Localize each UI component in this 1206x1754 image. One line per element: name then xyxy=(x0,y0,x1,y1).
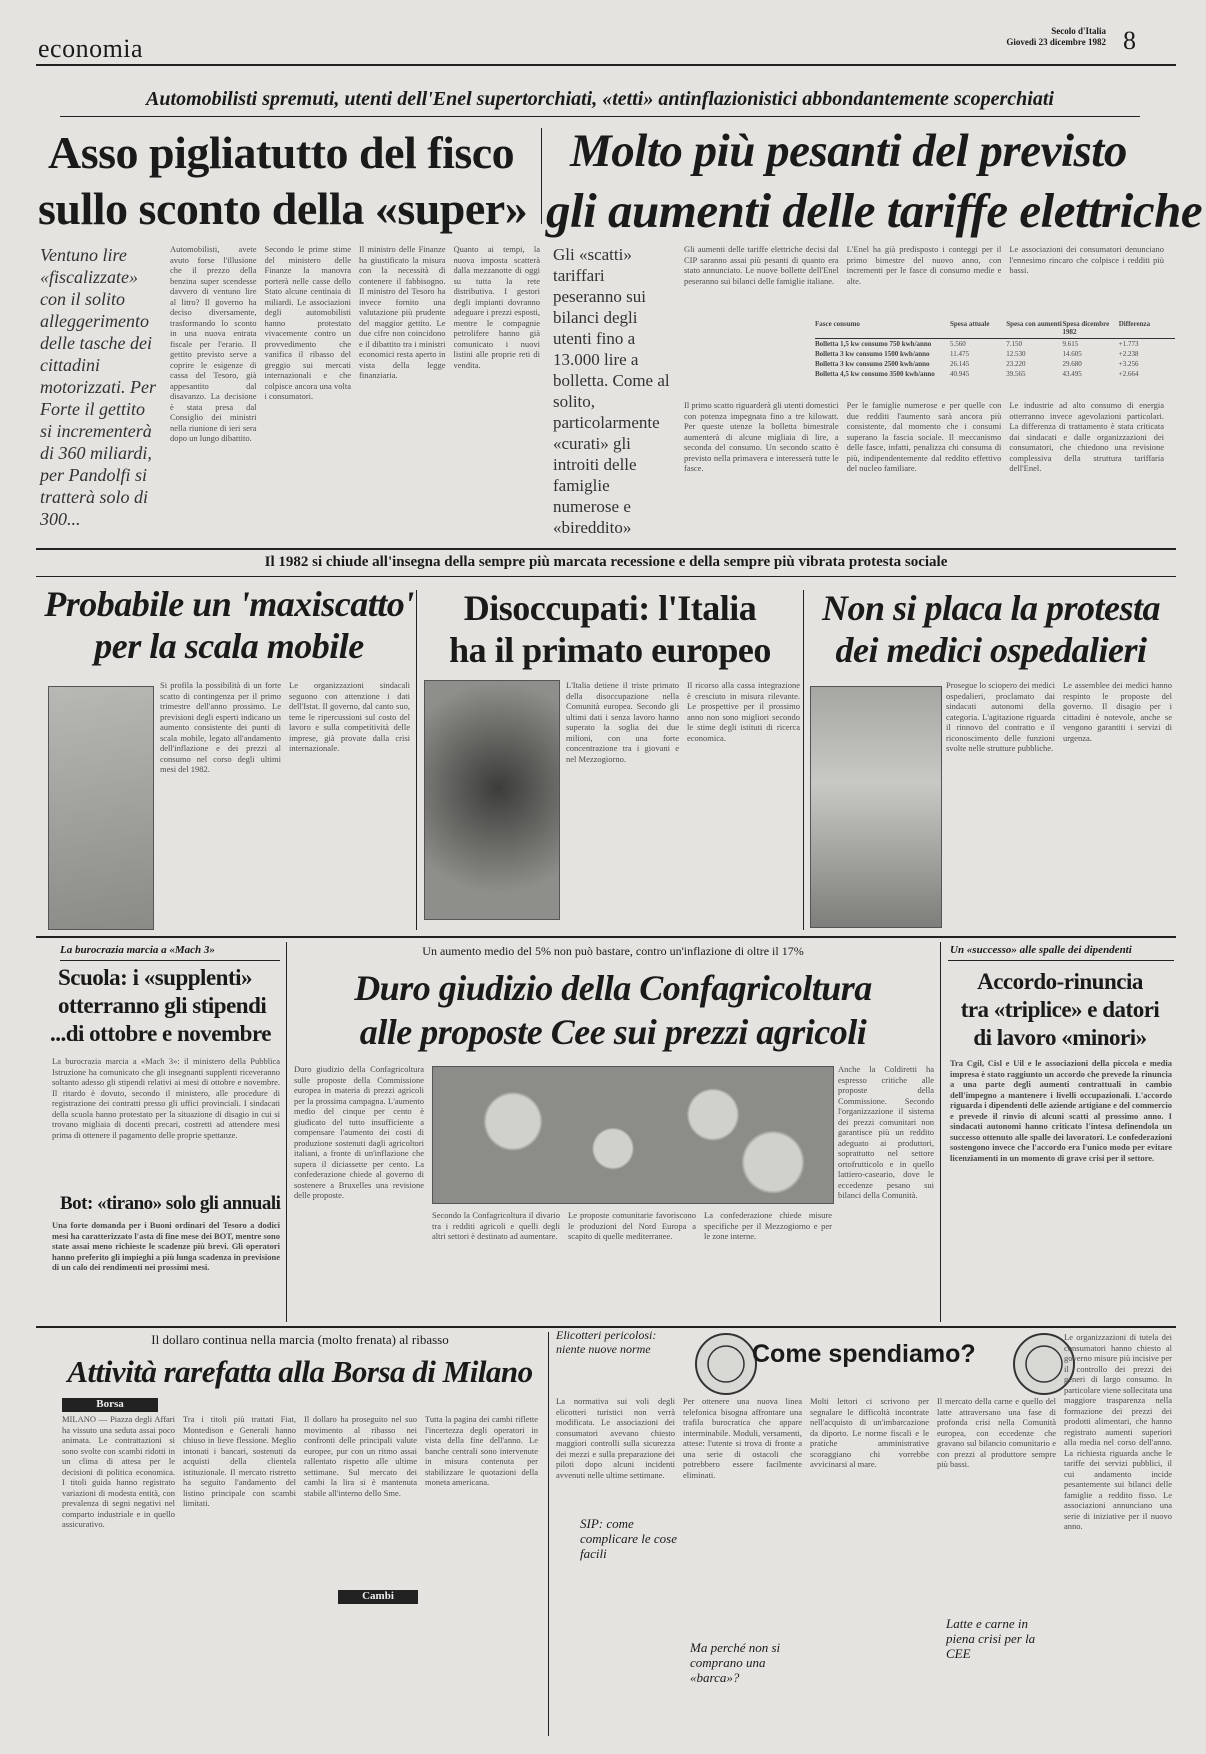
agri-kicker: Un aumento medio del 5% non può bastare, contro un'inflazione di oltre il 17% xyxy=(422,944,804,958)
table-row xyxy=(815,339,1175,349)
table-row xyxy=(815,359,1175,369)
table-cell: Bolletta 1,5 kw consumo 750 kwh/anno xyxy=(815,340,932,348)
kicker-rule xyxy=(60,116,1140,117)
table-cell: 23.220 xyxy=(1006,360,1026,368)
table-header: Spesa con aumenti xyxy=(1006,320,1062,328)
agri-headline-1: Duro giudizio della Confagricoltura xyxy=(354,968,872,1008)
band-rule-bottom xyxy=(36,576,1176,577)
mid-a-headline-2: per la scala mobile xyxy=(94,626,364,666)
table-cell: 39.565 xyxy=(1006,370,1026,378)
consumer-seal-icon xyxy=(694,1332,758,1396)
borsa-label: Borsa xyxy=(62,1398,158,1412)
table-cell: 5.560 xyxy=(950,340,966,348)
school-kicker: La burocrazia marcia a «Mach 3» xyxy=(60,944,215,956)
doctor-photo xyxy=(810,686,942,928)
table-cell: Bolletta 3 kw consumo 2500 kwh/anno xyxy=(815,360,930,368)
bottom-divider xyxy=(548,1332,549,1736)
unemployed-photo xyxy=(424,680,560,920)
accord-kicker-rule xyxy=(948,960,1174,961)
mid-divider-1 xyxy=(416,590,417,930)
table-header: Fasce consumo xyxy=(815,320,860,328)
right-headline-2: gli aumenti delle tariffe elettriche xyxy=(546,183,1203,238)
fruit-photo xyxy=(432,1066,834,1204)
table-cell: +3.256 xyxy=(1118,360,1139,368)
bot-headline: Bot: «tirano» solo gli annuali xyxy=(60,1193,281,1214)
table-cell: 26.145 xyxy=(950,360,970,368)
band-rule-top xyxy=(36,548,1176,550)
left-article: Automobilisti, avete avuto forse l'illusione che il prezzo della benzina super scendesse davvero di ventuno lire al litro? Il governo ha deciso diversamente, trasformando lo sconto in una nuova entrata fiscale per l'erario. Il gettito previsto serve a coprire le esigenze di cassa del Tesoro, già appesantito dal disavanzo. La decisione è stata presa dal Consiglio dei ministri nella riunione di ieri sera dopo un lungo dibattito. Secondo le prime stime del ministero delle Finanze la manovra porterà nelle casse dello Stato alcune centinaia di miliardi. Le associazioni degli automobilisti hanno protestato vivacemente contro un provvedimento che vanifica il ribasso del greggio sui mercati internazionali e che colpisce ancora una volta i consumatori. Il ministro delle Finanze ha giustificato la misura con la necessità di contenere il fabbisogno. Il ministro del Tesoro ha invece fornito una valutazione più prudente del maggior gettito. Le due cifre non coincidono e il dibattito tra i ministri economici resta aperto in vista della legge finanziaria. Quanto ai tempi, la nuova imposta scatterà dalla mezzanotte di oggi su tutta la rete distributiva. I gestori degli impianti dovranno adeguare i prezzi esposti, mentre le compagnie petrolifere hanno già comunicato i nuovi listini alle proprie reti di vendita. xyxy=(170,244,540,443)
page-number: 8 xyxy=(1123,26,1136,55)
school-headline-2: otterranno gli stipendi xyxy=(58,993,267,1018)
borsa-headline: Attività rarefatta alla Borsa di Milano xyxy=(67,1354,533,1389)
mid-b-article: L'Italia detiene il triste primato della disoccupazione nella Comunità europea. Secondo gli ultimi dati i senza lavoro hanno superato la soglia dei due milioni, con una forte concentrazione tra i giovani e nel Mezzogiorno. Il ricorso alla cassa integrazione è cresciuto in misura rilevante. Le prospettive per il prossimo anno non sono migliori secondo le stime degli istituti di ricerca economica. xyxy=(566,680,800,764)
school-article: La burocrazia marcia a «Mach 3»: il ministero della Pubblica Istruzione ha comunicato che gli insegnanti supplenti riceveranno soltanto adesso gli stipendi relativi ai mesi di ottobre e novembre. Il ritardo è dovuto, secondo il ministero, alle procedure di registrazione dei contratti presso gli uffici provinciali. I sindacati della scuola hanno protestato per la situazione di disagio in cui si trovano migliaia di docenti precari, costretti ad attendere mesi prima di ottenere il pagamento delle proprie spettanze. xyxy=(52,1056,280,1140)
sip-headline: SIP: come complicare le cose facili xyxy=(580,1516,677,1561)
mid-c-headline-1: Non si placa la protesta xyxy=(821,588,1160,628)
accord-headline-3: di lavoro «minori» xyxy=(973,1025,1147,1050)
mid-a-headline-1: Probabile un 'maxiscatto' xyxy=(44,584,414,624)
top-divider xyxy=(541,128,542,224)
table-cell: Bolletta 4,5 kw consumo 3500 kwh/anno xyxy=(815,370,935,378)
table-cell: +2.664 xyxy=(1118,370,1139,378)
table-row xyxy=(815,349,1175,359)
band-headline: Il 1982 si chiude all'insegna della sempre più marcata recessione e della sempre più vibrata protesta sociale xyxy=(264,554,948,570)
borsa-kicker: Il dollaro continua nella marcia (molto frenata) al ribasso xyxy=(151,1332,449,1347)
accord-headline-2: tra «triplice» e datori xyxy=(960,997,1160,1022)
table-cell: 11.475 xyxy=(950,350,969,358)
right-article-top: Gli aumenti delle tariffe elettriche decisi dal CIP saranno assai più pesanti di quanto era stato annunciato. Le nuove bollette dell'Enel peseranno sui bilanci delle famiglie italiane. L'Enel ha già predisposto i conteggi per il primo bimestre del nuovo anno, con incrementi per le fasce di consumo medie e alte. Le associazioni dei consumatori denunciano l'ennesimo rincaro che colpisce i redditi più bassi. xyxy=(684,244,1165,286)
table-cell: +2.238 xyxy=(1118,350,1139,358)
lower-divider-2 xyxy=(940,942,941,1322)
right-column-article: Le organizzazioni di tutela dei consumatori hanno chiesto al governo misure più incisive per il controllo dei prezzi dei generi di largo consumo. In particolare viene sollecitata una maggiore trasparenza nella formazione dei prezzi dei prodotti alimentari, che hanno registrato aumenti superiori alla media nel corso dell'anno. La richiesta riguarda anche le tariffe dei servizi pubblici, il cui andamento incide pesantemente sui bilanci delle famiglie a reddito fisso. Le associazioni annunciano una serie di iniziative per il nuovo anno. xyxy=(1064,1332,1172,1531)
consumer-article: La normativa sui voli degli elicotteri turistici non verrà modificata. Le associazioni dei consumatori avevano chiesto maggiori controlli sulla sicurezza dei mezzi e sulla preparazione dei piloti dopo alcuni incidenti avvenuti nelle ultime settimane. Per ottenere una nuova linea telefonica bisogna affrontare una trafila burocratica che appare interminabile. Moduli, versamenti, attese: l'utente si trova di fronte a una serie di ostacoli che potrebbero essere facilmente eliminati. Molti lettori ci scrivono per segnalare le difficoltà incontrate nell'acquisto di un'imbarcazione da diporto. Le norme fiscali e le pratiche amministrative scoraggiano chi vorrebbe avvicinarsi al mare. Il mercato della carne e quello del latte attraversano una fase di profonda crisi nella Comunità europea, con eccedenze che gravano sul bilancio comunitario e con prezzi al produttore sempre più bassi. xyxy=(556,1396,1056,1480)
mid-a-article: Si profila la possibilità di un forte scatto di contingenza per il primo trimestre dell'anno prossimo. Le previsioni degli esperti indicano un aumento consistente dei punti di scala mobile, legato all'andamento dell'inflazione e dei prezzi al consumo nel corso degli ultimi mesi del 1982. Le organizzazioni sindacali seguono con attenzione i dati dell'Istat. Il governo, dal canto suo, teme le ripercussioni sul costo del lavoro e sulla competitività delle imprese, già provate dalla crisi internazionale. xyxy=(160,680,410,774)
lower-divider-1 xyxy=(286,942,287,1322)
right-headline-1: Molto più pesanti del previsto xyxy=(570,125,1127,177)
accord-article: Tra Cgil, Cisl e Uil e le associazioni della piccola e media impresa è stato raggiunto un accordo che prevede la rinuncia a una parte degli aumenti contrattuali in cambio dell'impegno a mantenere i livelli occupazionali. L'accordo riguarda i dipendenti delle aziende artigiane e del commercio e prevede il rinvio di alcuni scatti al prossimo anno. I sindacati autonomi hanno criticato l'intesa definendola un successo ottenuto alle spalle dei lavoratori. Le confederazioni sostengono invece che l'accordo era l'unico modo per evitare licenziamenti in un momento di grave crisi per il settore. xyxy=(950,1058,1172,1163)
agri-article-bottom: Secondo la Confagricoltura il divario tra i redditi agricoli e quelli degli altri settori è destinato ad aumentare. Le proposte comunitarie favoriscono le produzioni del Nord Europa a scapito di quelle mediterranee. La confederazione chiede misure specifiche per il Mezzogiorno e per le zone interne. xyxy=(432,1210,832,1241)
table-cell: 9.615 xyxy=(1062,340,1079,348)
left-summary: Ventuno lire «fiscalizzate» con il solito alleggerimento delle tasche dei cittadini motorizzati. Per Forte il gettito si incrementerà di 360 miliardi, per Pandolfi si tratterà solo di 300... xyxy=(40,245,157,529)
right-article-bottom: Il primo scatto riguarderà gli utenti domestici con potenza impegnata fino a tre kilowatt. Per queste utenze la bolletta bimestrale aumenterà di alcune migliaia di lire, a seconda del consumo. Un secondo scatto è previsto nella primavera e interesserà tutte le fasce. Per le famiglie numerose e per quelle con due redditi l'aumento sarà ancora più consistente, dal momento che i consumi superano la fascia sociale. Il meccanismo delle fasce, infatti, penalizza chi consuma di più, indipendentemente dal reddito effettivo del nucleo familiare. Le industrie ad alto consumo di energia otterranno invece agevolazioni particolari. La differenza di trattamento è stata criticata dai sindacati e dalle organizzazioni dei consumatori, che chiedono una revisione complessiva della struttura tariffaria dell'Enel. xyxy=(684,400,1165,473)
agri-article-right: Anche la Coldiretti ha espresso critiche alle proposte della Commissione. Secondo l'organizzazione il sistema dei prezzi comunitari non garantisce più un reddito adeguato ai produttori, soprattutto nel settore ortofrutticolo e in quello lattiero-caseario, dove le eccedenze pesano sui bilanci della Comunità. xyxy=(838,1064,934,1200)
table-header: Differenza xyxy=(1118,320,1151,328)
mid-divider-2 xyxy=(803,590,804,930)
table-cell: 7.150 xyxy=(1006,340,1022,348)
left-headline-1: Asso pigliatutto del fisco xyxy=(48,127,515,178)
table-header: Spesa dicembre 1982 xyxy=(1062,320,1110,336)
top-kicker: Automobilisti spremuti, utenti dell'Enel supertorchiati, «tetti» antinflazionistici abbondantemente scoperchiati xyxy=(146,88,1054,110)
table-row xyxy=(815,369,1175,379)
scala-mobile-photo xyxy=(48,686,154,930)
barca-headline: Ma perché non si comprano una «barca»? xyxy=(690,1640,781,1685)
school-headline-3: ...di ottobre e novembre xyxy=(50,1021,271,1046)
mid-c-headline-2: dei medici ospedalieri xyxy=(835,630,1147,670)
masthead-rule xyxy=(36,64,1176,66)
table-cell: 29.680 xyxy=(1062,360,1082,368)
come-spendiamo-title: Come spendiamo? xyxy=(752,1340,976,1368)
right-summary: Gli «scatti» tariffari peseranno sui bilanci degli utenti fino a 13.000 lire a bolletta. Come al solito, particolarmente «curati» gli introiti delle famiglie numerose e «bireddito» xyxy=(553,245,670,537)
table-cell: +1.773 xyxy=(1118,340,1139,348)
agri-headline-2: alle proposte Cee sui prezzi agricoli xyxy=(359,1012,867,1052)
cambi-label: Cambi xyxy=(338,1590,418,1604)
section-title: economia xyxy=(38,34,144,63)
mid-b-headline-1: Disoccupati: l'Italia xyxy=(463,588,757,628)
latte-headline: Latte e carne in piena crisi per la CEE xyxy=(946,1616,1036,1661)
table-cell: 14.605 xyxy=(1062,350,1082,358)
table-cell: 40.945 xyxy=(950,370,970,378)
table-header: Spesa attuale xyxy=(950,320,990,328)
accord-kicker: Un «successo» alle spalle dei dipendenti xyxy=(950,944,1132,956)
left-headline-2: sullo sconto della «super» xyxy=(38,183,528,234)
mid-b-headline-2: ha il primato europeo xyxy=(449,630,771,670)
lower-rule xyxy=(36,936,1176,938)
paper-date: Secolo d'Italia Giovedì 23 dicembre 1982 xyxy=(1006,26,1106,47)
table-cell: 43.495 xyxy=(1062,370,1082,378)
accord-headline-1: Accordo-rinuncia xyxy=(977,969,1143,994)
borsa-article: MILANO — Piazza degli Affari ha vissuto una seduta assai poco animata. Le contrattazioni si sono svolte con scambi ridotti in un clima di attesa per le decisioni di politica economica. I titoli guida hanno registrato variazioni di modesta entità, con prevalenza di segni negativi nel comparto industriale e in quello assicurativo. Tra i titoli più trattati Fiat, Montedison e Generali hanno chiuso in lieve flessione. Meglio intonati i bancari, sostenuti da acquisti della clientela istituzionale. Il mercato ristretto ha seguito l'andamento del listino principale con scambi limitati. Il dollaro ha proseguito nel suo movimento al ribasso nei confronti delle principali valute europee, pur con un ritmo assai rallentato rispetto alle ultime settimane. Sul mercato dei cambi la lira si è mantenuta stabile all'interno dello Sme. Tutta la pagina dei cambi riflette l'incertezza degli operatori in vista della fine dell'anno. Le banche centrali sono intervenute in misura contenuta per stabilizzare le quotazioni della moneta americana. xyxy=(62,1414,538,1529)
elicotteri-headline: Elicotteri pericolosi: niente nuove norme xyxy=(556,1328,657,1356)
school-headline-1: Scuola: i «supplenti» xyxy=(58,965,252,990)
school-kicker-rule xyxy=(60,960,280,961)
table-body xyxy=(815,339,1175,379)
agri-article-left: Duro giudizio della Confagricoltura sulle proposte della Commissione europea in materia di prezzi agricoli per la prossima campagna. L'aumento medio del cinque per cento è giudicato del tutto insufficiente a compensare l'aumento dei costi di produzione sostenuti dagli agricoltori italiani, a fronte di un'inflazione che supera il diciassette per cento. La confederazione chiede al governo di sostenere a Bruxelles una revisione delle proposte. xyxy=(294,1064,424,1200)
table-cell: 12.530 xyxy=(1006,350,1026,358)
tariff-table xyxy=(815,320,1175,379)
table-cell: Bolletta 3 kw consumo 1500 kwh/anno xyxy=(815,350,930,358)
mid-c-article: Prosegue lo sciopero dei medici ospedalieri, proclamato dai sindacati autonomi della categoria. L'agitazione riguarda il rinnovo del contratto e il riconoscimento delle funzioni svolte nelle strutture pubbliche. Le assemblee dei medici hanno respinto le proposte del governo. Il disagio per i cittadini è notevole, anche se vengono garantiti i servizi di urgenza. xyxy=(946,680,1172,753)
bot-article: Una forte domanda per i Buoni ordinari del Tesoro a dodici mesi ha caratterizzato l'asta di fine mese dei BOT, mentre sono state assai meno richieste le scadenze più brevi. Gli operatori hanno preferito gli impieghi a più lunga scadenza in previsione di un calo dei rendimenti nei prossimi mesi. xyxy=(52,1220,280,1272)
